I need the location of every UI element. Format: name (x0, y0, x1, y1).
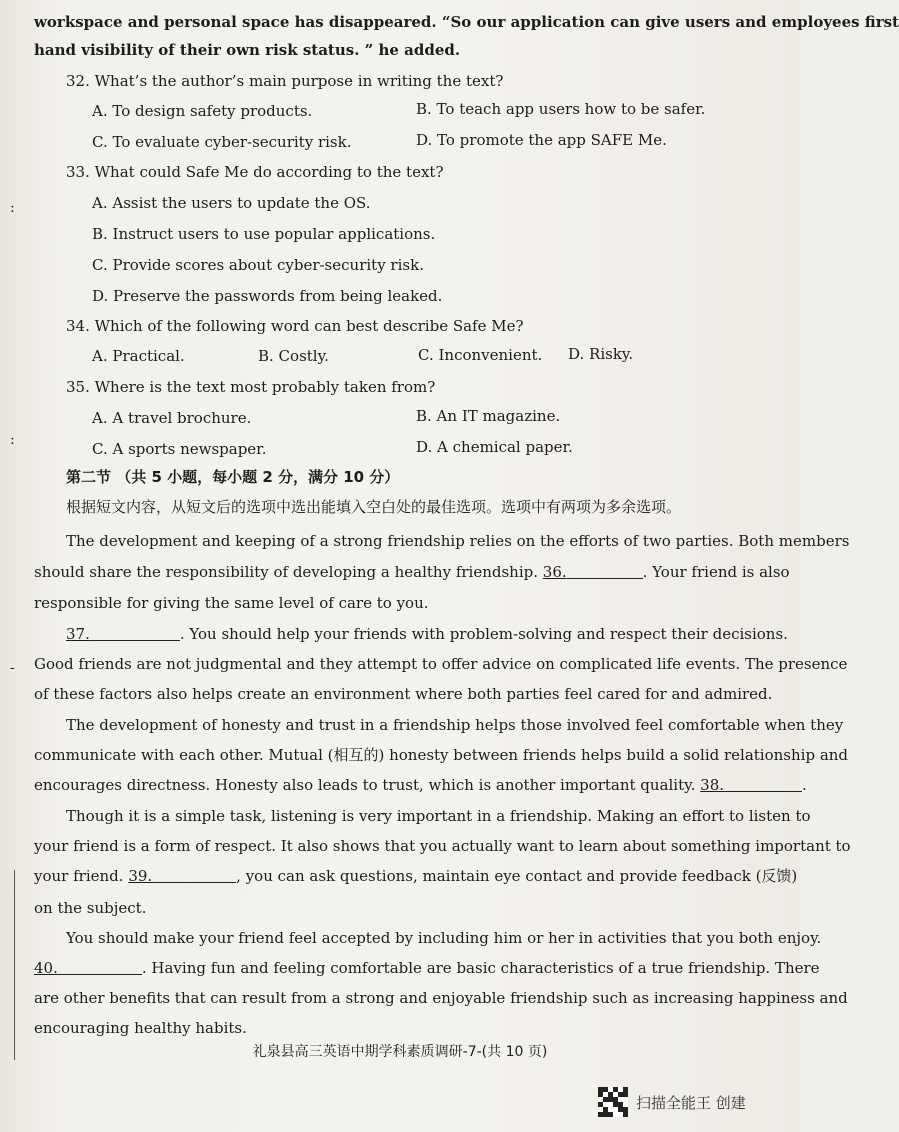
option-b: B. Instruct users to use popular applications. (92, 225, 436, 243)
option-b: B. An IT magazine. (416, 407, 561, 425)
blank-40[interactable] (34, 959, 142, 977)
passage-text: . (802, 776, 807, 794)
passage-text: should share the responsibility of developing a healthy friendship. (34, 563, 539, 581)
passage-line: workspace and personal space has disappeared. “So our application can give users and employees first (34, 13, 899, 31)
blank-number: 39. (128, 867, 153, 885)
passage-line: your friend is a form of respect. It also shows that you actually want to learn about something important to (34, 837, 851, 855)
passage-line: You should make your friend feel accepted by including him or her in activities that you both enjoy. (66, 929, 822, 947)
option-a: A. Practical. (92, 347, 185, 365)
scanner-label: 扫描全能王 创建 (636, 1093, 746, 1112)
passage-line (66, 624, 802, 644)
margin-mark: : (10, 200, 15, 216)
option-c: C. Provide scores about cyber-security risk. (92, 256, 424, 274)
qr-code-icon (598, 1087, 628, 1117)
margin-mark: : (10, 432, 15, 448)
question-stem: 32. What’s the author’s main purpose in writing the text? (66, 72, 504, 90)
blank-36[interactable] (543, 563, 643, 581)
passage-line: The development of honesty and trust in a friendship helps those involved feel comfortable when they (66, 716, 844, 734)
passage-text: , you can ask questions, maintain eye contact and provide feedback (反馈) (236, 867, 798, 885)
passage-line: Though it is a simple task, listening is very important in a friendship. Making an effort to listen to (66, 807, 811, 825)
blank-number: 38. (700, 776, 725, 794)
option-b: B. Costly. (258, 347, 329, 365)
question-stem: 34. Which of the following word can best describe Safe Me? (66, 317, 524, 335)
passage-line: communicate with each other. Mutual (相互的) honesty between friends helps build a solid relationship and (34, 746, 849, 764)
passage-line: on the subject. (34, 899, 147, 917)
passage-line (34, 958, 820, 978)
blank-number: 40. (34, 959, 58, 977)
option-d: D. Preserve the passwords from being leaked. (92, 287, 443, 305)
passage-text: your friend. (34, 867, 124, 885)
option-a: A. To design safety products. (92, 102, 313, 120)
passage-line (34, 562, 790, 582)
passage-line: The development and keeping of a strong friendship relies on the efforts of two parties. Both members (66, 532, 850, 550)
passage-line: Good friends are not judgmental and they attempt to offer advice on complicated life events. The presence (34, 655, 848, 673)
passage-text: . Your friend is also (642, 563, 790, 581)
question-stem: 33. What could Safe Me do according to the text? (66, 163, 444, 181)
passage-line (34, 775, 807, 795)
blank-38[interactable] (700, 776, 802, 794)
passage-line: of these factors also helps create an environment where both parties feel cared for and admired. (34, 685, 773, 703)
section-heading: 第二节 （共 5 小题，每小题 2 分，满分 10 分） (66, 468, 400, 486)
margin-line (14, 870, 15, 1060)
section-instruction: 根据短文内容，从短文后的选项中选出能填入空白处的最佳选项。选项中有两项为多余选项。 (66, 498, 682, 516)
blank-37[interactable] (66, 625, 180, 643)
option-a: A. Assist the users to update the OS. (92, 194, 371, 212)
passage-line: responsible for giving the same level of care to you. (34, 594, 429, 612)
passage-text: . You should help your friends with problem-solving and respect their decisions. (179, 625, 788, 643)
page-footer: 礼泉县高三英语中期学科素质调研-7-(共 10 页) (252, 1044, 548, 1060)
option-b: B. To teach app users how to be safer. (416, 100, 706, 118)
blank-number: 37. (66, 625, 90, 643)
passage-text: . Having fun and feeling comfortable are basic characteristics of a true friendship. There (141, 959, 820, 977)
passage-line (34, 866, 798, 886)
option-c: C. A sports newspaper. (92, 440, 267, 458)
option-d: D. Risky. (568, 345, 634, 363)
passage-line: encouraging healthy habits. (34, 1019, 247, 1037)
question-stem: 35. Where is the text most probably taken from? (66, 378, 436, 396)
blank-39[interactable] (128, 867, 236, 885)
passage-line: hand visibility of their own risk status. ” he added. (34, 41, 461, 59)
blank-number: 36. (542, 563, 567, 581)
option-c: C. To evaluate cyber-security risk. (92, 133, 352, 151)
option-a: A. A travel brochure. (92, 409, 252, 427)
scanner-watermark (598, 1086, 746, 1118)
option-d: D. A chemical paper. (416, 438, 573, 456)
option-d: D. To promote the app SAFE Me. (416, 131, 667, 149)
passage-line: are other benefits that can result from a strong and enjoyable friendship such as increasing happiness and (34, 989, 848, 1007)
margin-mark: - (10, 660, 15, 676)
option-c: C. Inconvenient. (418, 346, 543, 364)
passage-text: encourages directness. Honesty also leads to trust, which is another important quality. (34, 776, 696, 794)
